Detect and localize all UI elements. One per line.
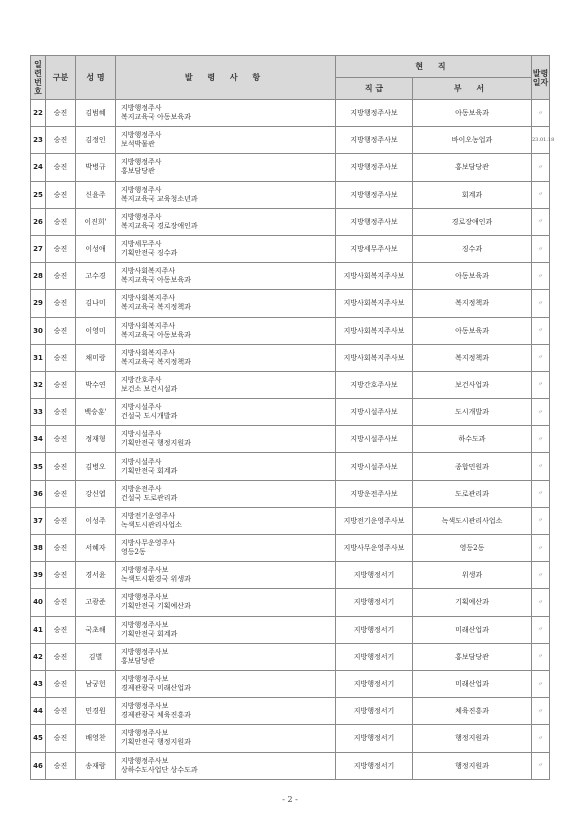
- row-appointment: [116, 698, 336, 725]
- header-rank: 직 급: [336, 78, 413, 100]
- row-department: 위생과: [413, 562, 532, 589]
- row-category: 승진: [46, 453, 76, 480]
- row-rank: 지방사회복지주사보: [336, 317, 413, 344]
- row-rank: 지방사회복지주사보: [336, 290, 413, 317]
- row-category: 승진: [46, 100, 76, 127]
- row-number: 36: [31, 480, 46, 507]
- table-row: [31, 263, 550, 290]
- row-date: 〃: [532, 100, 550, 127]
- row-department: 회계과: [413, 181, 532, 208]
- row-rank: 지방행정서기: [336, 562, 413, 589]
- row-appointment: [116, 344, 336, 371]
- appointment-department: 보건소 보건시설과: [121, 384, 178, 393]
- row-number: 40: [31, 589, 46, 616]
- appointment-department: 복지교육국 아동보육과: [121, 276, 191, 285]
- header-no: 일련 번호: [31, 56, 46, 100]
- row-appointment: [116, 290, 336, 317]
- appointment-rank: 지방사무운영주사: [121, 539, 176, 548]
- row-number: 29: [31, 290, 46, 317]
- row-department: 행정지원과: [413, 752, 532, 779]
- row-number: 46: [31, 752, 46, 779]
- header-date: 발령 일자: [532, 56, 550, 100]
- row-name: 김나미: [76, 290, 116, 317]
- table-row: [31, 453, 550, 480]
- row-appointment: [116, 480, 336, 507]
- appointment-rank: 지방간호주사: [121, 375, 162, 384]
- row-number: 45: [31, 725, 46, 752]
- row-department: 행정지원과: [413, 725, 532, 752]
- row-rank: 지방전기운영주사보: [336, 507, 413, 534]
- appointment-department: 기획안전국 징수과: [121, 249, 178, 258]
- row-rank: 지방행정주사보: [336, 127, 413, 154]
- row-date: 〃: [532, 426, 550, 453]
- row-number: 44: [31, 698, 46, 725]
- appointment-rank: 지방행정주사: [121, 131, 162, 140]
- row-category: 승진: [46, 535, 76, 562]
- row-rank: 지방행정주사보: [336, 100, 413, 127]
- row-appointment: [116, 562, 336, 589]
- appointment-department: 복지교육국 복지정책과: [121, 303, 191, 312]
- row-department: 미래산업과: [413, 616, 532, 643]
- table-row: [31, 426, 550, 453]
- row-date: 〃: [532, 616, 550, 643]
- row-name: 배영찬: [76, 725, 116, 752]
- appointment-rank: 지방사회복지주사: [121, 294, 176, 303]
- row-number: 30: [31, 317, 46, 344]
- appointment-department: 영등2동: [121, 548, 146, 557]
- row-category: 승진: [46, 589, 76, 616]
- row-appointment: [116, 643, 336, 670]
- appointment-department: 기획안전국 기획예산과: [121, 602, 191, 611]
- row-appointment: [116, 589, 336, 616]
- appointment-department: 녹색도시환경국 위생과: [121, 575, 191, 584]
- row-department: 도시개발과: [413, 399, 532, 426]
- row-rank: 지방행정서기: [336, 752, 413, 779]
- row-date: 〃: [532, 535, 550, 562]
- row-date: 〃: [532, 670, 550, 697]
- row-rank: 지방사회복지주사보: [336, 263, 413, 290]
- row-rank: 지방시설주사보: [336, 399, 413, 426]
- row-department: 경로장애인과: [413, 208, 532, 235]
- row-date: 〃: [532, 181, 550, 208]
- row-rank: 지방행정주사보: [336, 208, 413, 235]
- row-number: 43: [31, 670, 46, 697]
- appointment-department: 홍보담당관: [121, 167, 155, 176]
- row-name: 채미랑: [76, 344, 116, 371]
- appointment-department: 보석박물관: [121, 140, 155, 149]
- appointment-rank: 지방시설주사: [121, 457, 162, 466]
- appointment-department: 기획안전국 회계과: [121, 466, 178, 475]
- row-department: 하수도과: [413, 426, 532, 453]
- row-category: 승진: [46, 371, 76, 398]
- row-department: 홍보담당관: [413, 643, 532, 670]
- row-appointment: [116, 100, 336, 127]
- appointment-rank: 지방사회복지주사: [121, 348, 176, 357]
- row-rank: 지방세무주사보: [336, 235, 413, 262]
- table-row: [31, 643, 550, 670]
- row-rank: 지방행정서기: [336, 670, 413, 697]
- row-category: 승진: [46, 317, 76, 344]
- table-row: [31, 235, 550, 262]
- row-date: 〃: [532, 154, 550, 181]
- row-number: 26: [31, 208, 46, 235]
- row-appointment: [116, 426, 336, 453]
- row-rank: 지방운전주사보: [336, 480, 413, 507]
- header-name: 성 명: [76, 56, 116, 100]
- row-name: 김병오: [76, 453, 116, 480]
- appointment-rank: 지방사회복지주사: [121, 267, 176, 276]
- table-row: [31, 317, 550, 344]
- appointment-department: 기획안전국 행정지원과: [121, 439, 191, 448]
- row-category: 승진: [46, 399, 76, 426]
- appointment-rank: 지방행정주사보: [121, 702, 169, 711]
- row-department: 녹색도시관리사업소: [413, 507, 532, 534]
- row-date: 〃: [532, 453, 550, 480]
- personnel-table: [30, 55, 555, 780]
- row-name: 박병규: [76, 154, 116, 181]
- row-category: 승진: [46, 290, 76, 317]
- row-category: 승진: [46, 507, 76, 534]
- row-rank: 지방행정서기: [336, 589, 413, 616]
- appointment-department: 경제관광국 미래산업과: [121, 684, 191, 693]
- table-row: [31, 100, 550, 127]
- row-category: 승진: [46, 616, 76, 643]
- row-number: 37: [31, 507, 46, 534]
- row-category: 승진: [46, 235, 76, 262]
- table-row: [31, 181, 550, 208]
- row-name: 민경원: [76, 698, 116, 725]
- row-rank: 지방행정서기: [336, 725, 413, 752]
- row-appointment: [116, 235, 336, 262]
- row-rank: 지방시설주사보: [336, 426, 413, 453]
- header-category: 구분: [46, 56, 76, 100]
- row-department: 아동보육과: [413, 317, 532, 344]
- table-row: [31, 616, 550, 643]
- appointment-department: 복지교육국 경로장애인과: [121, 221, 198, 230]
- table-row: [31, 670, 550, 697]
- row-category: 승진: [46, 725, 76, 752]
- appointment-department: 복지교육국 아동보육과: [121, 113, 191, 122]
- row-appointment: [116, 616, 336, 643]
- header-appointment: 발 령 사 항: [116, 56, 336, 100]
- table-body: [31, 100, 555, 780]
- appointment-rank: 지방행정주사보: [121, 756, 169, 765]
- row-appointment: [116, 453, 336, 480]
- row-date: 〃: [532, 480, 550, 507]
- row-rank: 지방행정주사보: [336, 181, 413, 208]
- row-rank: 지방행정서기: [336, 698, 413, 725]
- row-date: 〃: [532, 290, 550, 317]
- row-department: 징수과: [413, 235, 532, 262]
- row-number: 31: [31, 344, 46, 371]
- appointment-rank: 지방행정주사보: [121, 675, 169, 684]
- appointment-department: 건설국 도로관리과: [121, 493, 178, 502]
- row-name: 김정인: [76, 127, 116, 154]
- row-rank: 지방행정서기: [336, 643, 413, 670]
- table-row: [31, 399, 550, 426]
- appointment-department: 건설국 도시개발과: [121, 412, 178, 421]
- row-appointment: [116, 507, 336, 534]
- row-number: 42: [31, 643, 46, 670]
- appointment-rank: 지방행정주사: [121, 212, 162, 221]
- row-number: 32: [31, 371, 46, 398]
- row-department: 복지정책과: [413, 344, 532, 371]
- table-row: [31, 154, 550, 181]
- table-row: [31, 371, 550, 398]
- row-date: 23.01.18: [532, 127, 550, 154]
- row-number: 28: [31, 263, 46, 290]
- appointment-rank: 지방행정주사보: [121, 647, 169, 656]
- row-appointment: [116, 317, 336, 344]
- row-appointment: [116, 127, 336, 154]
- row-name: 국초해: [76, 616, 116, 643]
- row-category: 승진: [46, 752, 76, 779]
- row-date: 〃: [532, 263, 550, 290]
- row-department: 복지정책과: [413, 290, 532, 317]
- row-number: 22: [31, 100, 46, 127]
- row-name: 백승훈': [76, 399, 116, 426]
- row-number: 41: [31, 616, 46, 643]
- appointment-department: 녹색도시관리사업소: [121, 520, 182, 529]
- row-category: 승진: [46, 562, 76, 589]
- appointment-department: 홍보담당관: [121, 656, 155, 665]
- row-date: 〃: [532, 698, 550, 725]
- appointment-department: 기획안전국 회계과: [121, 629, 178, 638]
- row-date: 〃: [532, 235, 550, 262]
- appointment-rank: 지방행정주사: [121, 158, 162, 167]
- row-department: 종합민원과: [413, 453, 532, 480]
- table-row: [31, 344, 550, 371]
- row-date: 〃: [532, 371, 550, 398]
- row-name: 김범혜: [76, 100, 116, 127]
- table-row: [31, 698, 550, 725]
- row-department: 아동보육과: [413, 100, 532, 127]
- row-department: 아동보육과: [413, 263, 532, 290]
- row-department: 도로관리과: [413, 480, 532, 507]
- row-date: 〃: [532, 317, 550, 344]
- row-number: 24: [31, 154, 46, 181]
- row-category: 승진: [46, 670, 76, 697]
- row-category: 승진: [46, 698, 76, 725]
- row-name: 강신엽: [76, 480, 116, 507]
- appointment-department: 복지교육국 복지정책과: [121, 357, 191, 366]
- row-name: 남궁헌: [76, 670, 116, 697]
- appointment-rank: 지방시설주사: [121, 430, 162, 439]
- appointment-rank: 지방행정주사보: [121, 729, 169, 738]
- row-date: 〃: [532, 589, 550, 616]
- row-name: 이영미: [76, 317, 116, 344]
- appointment-rank: 지방행정주사보: [121, 566, 169, 575]
- row-number: 23: [31, 127, 46, 154]
- row-date: 〃: [532, 643, 550, 670]
- row-appointment: [116, 752, 336, 779]
- table-row: [31, 290, 550, 317]
- row-appointment: [116, 725, 336, 752]
- appointment-rank: 지방행정주사보: [121, 593, 169, 602]
- row-category: 승진: [46, 426, 76, 453]
- row-date: 〃: [532, 208, 550, 235]
- row-department: 바이오농업과: [413, 127, 532, 154]
- appointment-rank: 지방행정주사보: [121, 620, 169, 629]
- row-category: 승진: [46, 480, 76, 507]
- table-row: [31, 589, 550, 616]
- table-row: [31, 752, 550, 779]
- row-number: 33: [31, 399, 46, 426]
- row-category: 승진: [46, 181, 76, 208]
- appointment-rank: 지방행정주사: [121, 185, 162, 194]
- row-category: 승진: [46, 208, 76, 235]
- appointment-rank: 지방운전주사: [121, 484, 162, 493]
- row-name: 송재람: [76, 752, 116, 779]
- header-department: 부 서: [413, 78, 532, 100]
- row-name: 이진희': [76, 208, 116, 235]
- row-date: 〃: [532, 507, 550, 534]
- row-name: 신윤주: [76, 181, 116, 208]
- row-department: 보건사업과: [413, 371, 532, 398]
- row-number: 38: [31, 535, 46, 562]
- row-appointment: [116, 154, 336, 181]
- row-appointment: [116, 181, 336, 208]
- table-row: [31, 507, 550, 534]
- row-rank: 지방사무운영주사보: [336, 535, 413, 562]
- row-category: 승진: [46, 127, 76, 154]
- row-rank: 지방행정주사보: [336, 154, 413, 181]
- row-name: 서혜자: [76, 535, 116, 562]
- appointment-department: 복지교육국 교육청소년과: [121, 194, 198, 203]
- row-category: 승진: [46, 154, 76, 181]
- row-rank: 지방행정서기: [336, 616, 413, 643]
- appointment-department: 상하수도사업단 상수도과: [121, 765, 198, 774]
- row-date: 〃: [532, 344, 550, 371]
- row-name: 경서윤: [76, 562, 116, 589]
- row-name: 정재형: [76, 426, 116, 453]
- header-current-position: 현 직: [336, 56, 532, 78]
- table-row: [31, 725, 550, 752]
- page-number: - 2 -: [282, 795, 298, 804]
- row-date: 〃: [532, 399, 550, 426]
- row-number: 25: [31, 181, 46, 208]
- row-date: 〃: [532, 562, 550, 589]
- appointment-rank: 지방전기운영주사: [121, 511, 176, 520]
- row-appointment: [116, 535, 336, 562]
- row-date: 〃: [532, 752, 550, 779]
- row-name: 박수연: [76, 371, 116, 398]
- table-row: [31, 480, 550, 507]
- table-row: [31, 535, 550, 562]
- row-category: 승진: [46, 344, 76, 371]
- row-department: 체육진흥과: [413, 698, 532, 725]
- row-department: 기획예산과: [413, 589, 532, 616]
- row-number: 35: [31, 453, 46, 480]
- row-name: 고수경: [76, 263, 116, 290]
- row-rank: 지방시설주사보: [336, 453, 413, 480]
- appointment-rank: 지방시설주사: [121, 403, 162, 412]
- row-category: 승진: [46, 643, 76, 670]
- row-department: 홍보담당관: [413, 154, 532, 181]
- row-name: 고광준: [76, 589, 116, 616]
- row-appointment: [116, 263, 336, 290]
- row-name: 김별: [76, 643, 116, 670]
- row-name: 이성주: [76, 507, 116, 534]
- row-appointment: [116, 399, 336, 426]
- appointment-rank: 지방사회복지주사: [121, 321, 176, 330]
- row-number: 27: [31, 235, 46, 262]
- row-name: 이성애: [76, 235, 116, 262]
- row-appointment: [116, 208, 336, 235]
- row-rank: 지방간호주사보: [336, 371, 413, 398]
- row-number: 39: [31, 562, 46, 589]
- appointment-department: 복지교육국 아동보육과: [121, 330, 191, 339]
- row-department: 영등2동: [413, 535, 532, 562]
- row-category: 승진: [46, 263, 76, 290]
- table-row: [31, 208, 550, 235]
- row-department: 미래산업과: [413, 670, 532, 697]
- table-row: [31, 562, 550, 589]
- row-rank: 지방사회복지주사보: [336, 344, 413, 371]
- table-row: [31, 127, 550, 154]
- appointment-rank: 지방행정주사: [121, 104, 162, 113]
- row-appointment: [116, 670, 336, 697]
- row-number: 34: [31, 426, 46, 453]
- row-appointment: [116, 371, 336, 398]
- appointment-department: 기획안전국 행정지원과: [121, 738, 191, 747]
- appointment-department: 경제관광국 체육진흥과: [121, 711, 191, 720]
- row-date: 〃: [532, 725, 550, 752]
- appointment-rank: 지방세무주사: [121, 240, 162, 249]
